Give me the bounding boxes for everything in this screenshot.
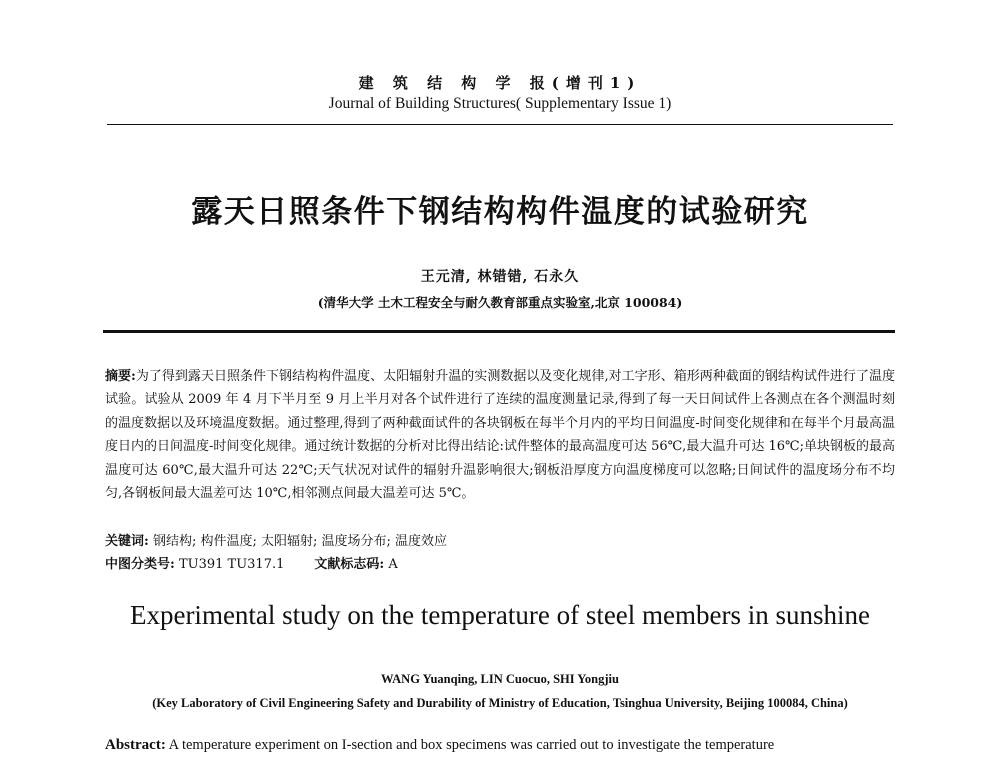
keywords-line xyxy=(105,530,447,549)
classification-line xyxy=(105,553,398,572)
header-rule xyxy=(107,124,893,125)
authors-cn: 王元清, 林错错, 石永久 xyxy=(420,269,580,285)
abstract-cn xyxy=(105,365,895,505)
abstract-cn-text: 为了得到露天日照条件下钢结构构件温度、太阳辐射升温的实测数据以及变化规律,对工字形、箱形两种截面的钢结构试件进行了温度试验。试验从 2009 年 4 月下半月至 9 月上半月对各个试件进行了连续的温度测量记录,得到了每一天日间试件上各测点在各个测温时刻的温度数据以及环境温度数据。通过整理,得到了两种截面试件的各块钢板在每半个月内的平均日间温度-时间变化规律和在每半个月最高温度日内的日间温度-时间变化规律。通过统计数据的分析对比得出结论:试件整体的最高温度可达 56℃,最大温升可达 16℃;单块钢板的最高温度可达 60℃,最大温升可达 22℃;天气状况对试件的辐射升温影响很大;钢板沿厚度方向温度梯度可以忽略;日间试件的温度场分布不均匀,各钢板间最大温差可达 10℃,相邻测点间最大温差可达 5℃。 xyxy=(105,369,895,502)
affiliation-en: (Key Laboratory of Civil Engineering Safety and Durability of Ministry of Education, Tsinghua University, Beijing 100084, China) xyxy=(152,696,848,710)
abstract-en-text: A temperature experiment on I-section and box specimens was carried out to investigate the temperature xyxy=(168,737,775,753)
keywords-text: 钢结构; 构件温度; 太阳辐射; 温度场分布; 温度效应 xyxy=(152,534,448,549)
abstract-en-label: Abstract: xyxy=(105,737,166,753)
journal-name-en: Journal of Building Structures( Supplementary Issue 1) xyxy=(328,95,672,112)
keywords-label: 关键词: xyxy=(105,534,149,549)
clc-label: 中图分类号: xyxy=(105,557,175,572)
paper-title-en: Experimental study on the temperature of steel members in sunshine xyxy=(129,600,871,630)
affiliation-cn: (清华大学 土木工程安全与耐久教育部重点实验室,北京 100084) xyxy=(317,295,683,310)
abstract-en xyxy=(105,737,895,754)
doc-code-label: 文献标志码: xyxy=(314,557,385,572)
section-divider xyxy=(103,330,895,333)
journal-name-cn: 建 筑 结 构 学 报(增刊1) xyxy=(358,74,642,92)
authors-en: WANG Yuanqing, LIN Cuocuo, SHI Yongjiu xyxy=(381,672,619,686)
abstract-cn-label: 摘要: xyxy=(105,369,136,384)
clc-value: TU391 TU317.1 xyxy=(178,557,285,572)
paper-title-cn: 露天日照条件下钢结构构件温度的试验研究 xyxy=(191,194,809,230)
doc-code-value: A xyxy=(388,557,398,572)
